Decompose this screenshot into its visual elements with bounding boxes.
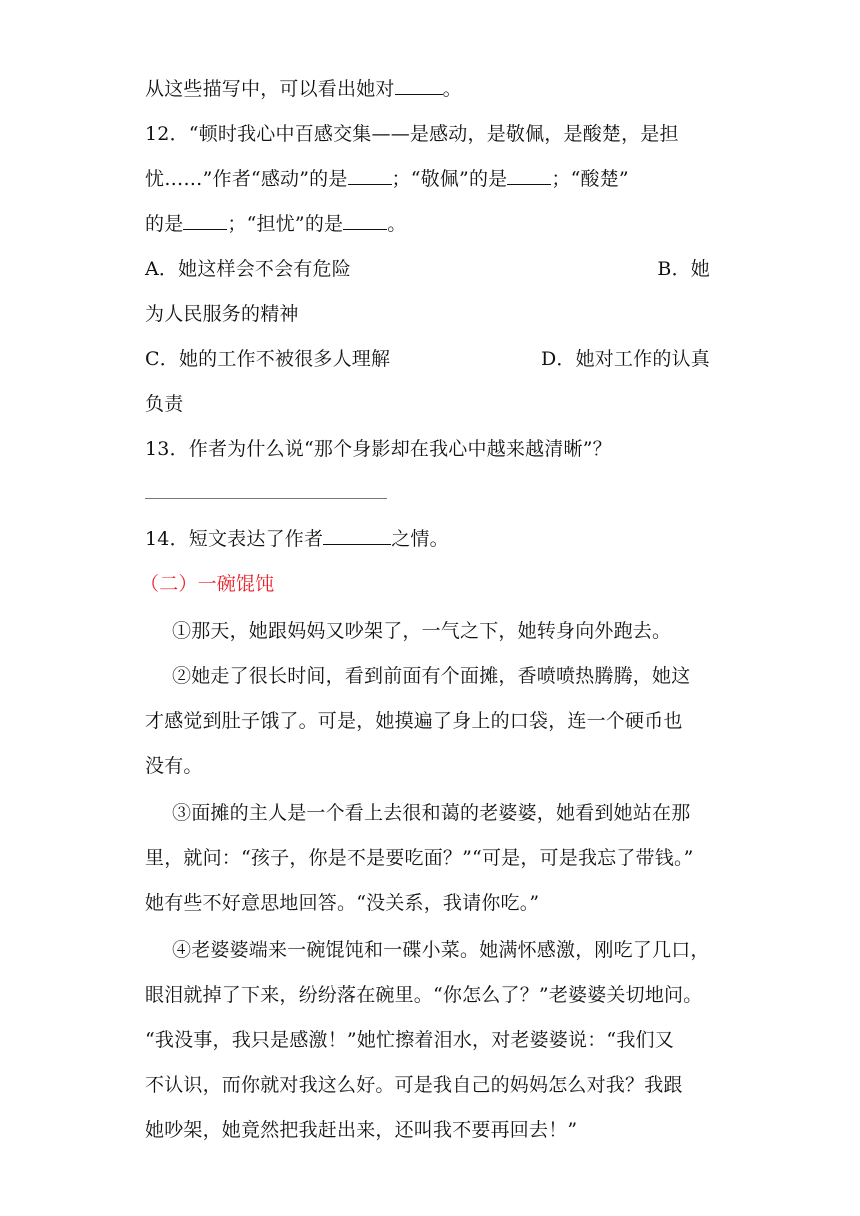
q12-text-b: ；“敬佩”的是: [391, 168, 508, 190]
q12-line-2: [145, 165, 710, 193]
q12-text-d: 的是: [145, 213, 184, 235]
q14-end: 之情。: [391, 528, 449, 550]
paragraph-2-line: 没有。: [145, 755, 203, 777]
q12-text-a: 忧……”作者“感动”的是: [145, 168, 348, 190]
paragraph-4-line: 她吵架，她竟然把我赶出来，还叫我不要再回去！”: [145, 1119, 578, 1141]
q14-line: [145, 525, 710, 553]
paragraph-4-line: “我没事，我只是感激！”她忙擦着泪水，对老婆婆说：“我们又: [145, 1029, 674, 1051]
q13-question: 13．作者为什么说“那个身影却在我心中越来越清晰”？: [145, 438, 612, 460]
paragraph-3-line: 里，就问：“孩子，你是不是要吃面？”“可是，可是我忘了带钱。”: [145, 847, 694, 869]
paragraph-1: ①那天，她跟妈妈又吵架了，一气之下，她转身向外跑去。: [172, 620, 672, 642]
paragraph-3-line: 她有些不好意思地回答。“没关系，我请你吃。”: [145, 892, 540, 914]
option-d-continued: 负责: [145, 393, 184, 415]
option-b: B．她: [657, 258, 710, 280]
option-b-continued: 为人民服务的精神: [145, 303, 299, 325]
answer-blank: [348, 170, 392, 185]
paragraph-2-line: 才感觉到肚子饿了。可是，她摸遍了身上的口袋，连一个硬币也: [145, 710, 683, 732]
option-c: C．她的工作不被很多人理解: [145, 348, 391, 370]
answer-blank: [183, 215, 227, 230]
options-line-ab: [145, 255, 710, 283]
option-d: D．她对工作的认真: [540, 348, 710, 370]
q12-line-3: [145, 210, 710, 238]
answer-line: [145, 498, 387, 499]
paragraph-4-line: ④老婆婆端来一碗馄饨和一碟小菜。她满怀感激，刚吃了几口，: [172, 939, 710, 961]
section-title: （二）一碗馄饨: [140, 573, 275, 595]
paragraph-2-line: ②她走了很长时间，看到前面有个面摊，香喷喷热腾腾，她这: [172, 665, 691, 687]
answer-blank: [323, 530, 391, 545]
answer-blank: [507, 170, 551, 185]
options-line-cd: [145, 345, 710, 373]
q12-text-e: ；“担忧”的是: [227, 213, 344, 235]
paragraph-4-line: 眼泪就掉了下来，纷纷落在碗里。“你怎么了？”老婆婆关切地问。: [145, 984, 703, 1006]
q14-text: 14．短文表达了作者: [145, 528, 324, 550]
q11-text: 从这些描写中，可以看出她对: [145, 78, 395, 100]
paragraph-4-line: 不认识，而你就对我这么好。可是我自己的妈妈怎么对我？我跟: [145, 1074, 683, 1096]
paragraph-3-line: ③面摊的主人是一个看上去很和蔼的老婆婆，她看到她站在那: [172, 802, 691, 824]
answer-blank: [343, 215, 387, 230]
q12-text-c: ；“酸楚”: [551, 168, 629, 190]
q12-line-1: 12．“顿时我心中百感交集——是感动，是敬佩，是酸楚，是担: [145, 123, 679, 145]
q12-text-f: 。: [387, 213, 407, 235]
option-a: A．她这样会不会有危险: [145, 258, 351, 280]
answer-blank: [395, 80, 443, 95]
q11-period: 。: [442, 78, 462, 100]
q11-tail-line: [145, 75, 710, 103]
